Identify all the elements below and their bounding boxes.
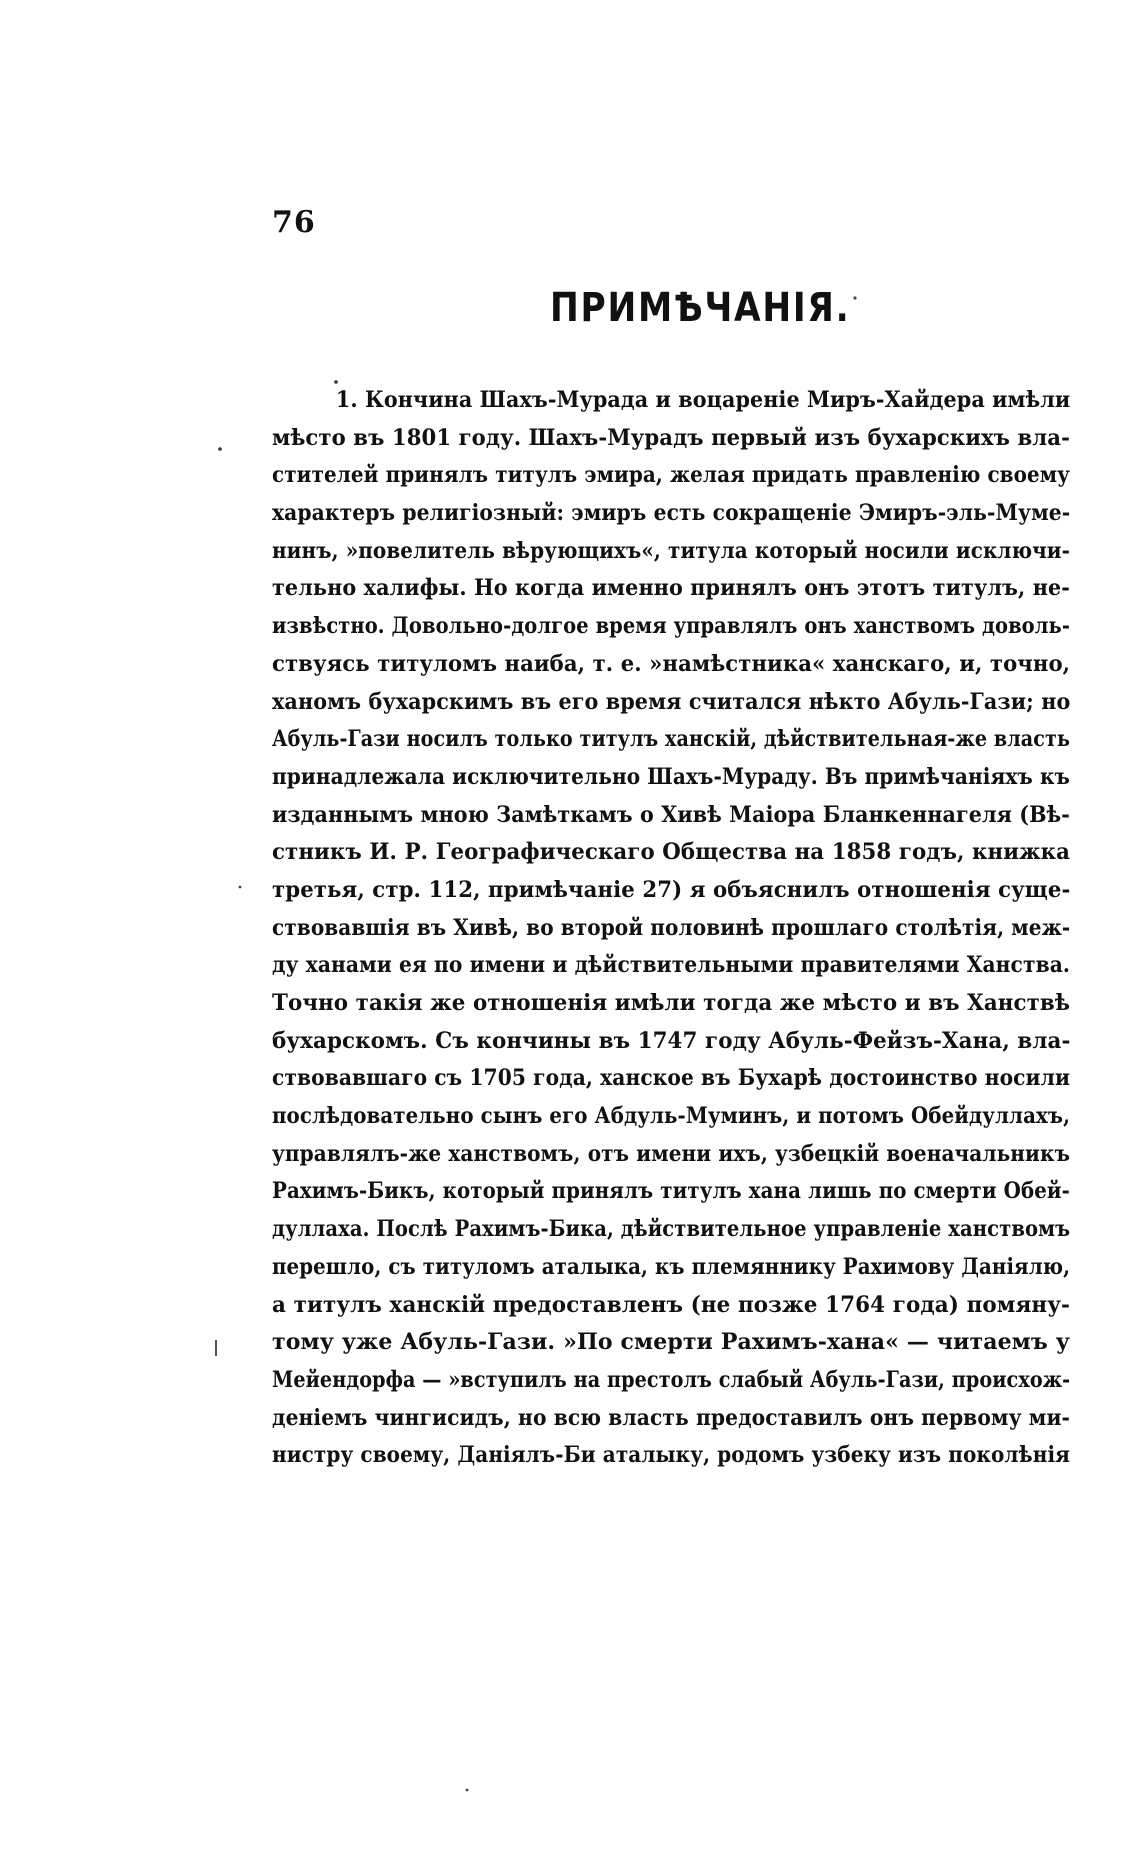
text-line: послѣдовательно сынъ его Абдуль-Муминъ, и потомъ Обейдуллахъ, xyxy=(272,1103,1071,1130)
text-line: управлялъ-же ханствомъ, отъ имени ихъ, узбецкій военачальникъ xyxy=(272,1140,1071,1167)
text-line: Мейендорфа — »вступилъ на престолъ слабый Абуль-Гази, происхож- xyxy=(272,1366,1071,1393)
text-line: тельно халифы. Но когда именно принялъ онъ этотъ титулъ, не- xyxy=(272,575,1070,602)
scan-speck xyxy=(466,1789,469,1792)
text-line: Точно такія же отношенія имѣли тогда же мѣсто и въ Ханствѣ xyxy=(272,990,1070,1016)
text-line: дуллаха. Послѣ Рахимъ-Бика, дѣйствительное управленіе ханствомъ xyxy=(272,1216,1071,1243)
text-line: Рахимъ-Бикъ, который принялъ титулъ хана лишь по смерти Обей- xyxy=(272,1178,1070,1205)
text-line: характеръ религіозный: эмиръ есть сокращеніе Эмиръ-эль-Мумe- xyxy=(272,500,1071,527)
text-line: бухарскомъ. Съ кончины въ 1747 году Абуль-Фейзъ-Хана, вла- xyxy=(272,1027,1071,1054)
text-line: третья, стр. 112, примѣчаніе 27) я объяснилъ отношенія суще- xyxy=(272,876,1071,903)
text-line: стителей принялъ титулъ эмира, желая придать правленію своему xyxy=(272,462,1071,489)
text-line: изданнымъ мною Замѣткамъ о Хивѣ Маіора Бланкеннагеля (Вѣ- xyxy=(272,801,1070,828)
scan-speck xyxy=(218,447,222,451)
page-number: 76 xyxy=(272,205,316,240)
scan-speck xyxy=(239,886,242,889)
text-line: извѣстно. Довольно-долгое время управлялъ онъ ханствомъ доволь- xyxy=(272,613,1070,640)
text-line: ханомъ бухарскимъ въ его время считался нѣкто Абуль-Гази; но xyxy=(272,688,1071,715)
text-line: ствуясь титуломъ наиба, т. е. »намѣстника« ханскаго, и, точно, xyxy=(272,650,1071,677)
text-line: стникъ И. Р. Географическаго Общества на 1858 годъ, книжка xyxy=(272,839,1071,866)
text-line: Абуль-Гази носилъ только титулъ ханскій, дѣйствительная-же власть xyxy=(272,726,1071,753)
note-paragraph xyxy=(272,382,1070,1475)
text-line: перешло, съ титуломъ аталыка, къ племяннику Рахимову Даніялю, xyxy=(272,1253,1071,1280)
text-line: ствовавшаго съ 1705 года, ханское въ Бухарѣ достоинство носили xyxy=(272,1065,1071,1092)
text-line: тому уже Абуль-Гази. »По смерти Рахимъ-хана« — читаемъ у xyxy=(272,1329,1070,1356)
text-line: принадлежала исключительно Шахъ-Мураду. Въ примѣчаніяхъ къ xyxy=(272,763,1071,790)
text-line: нистру своему, Даніялъ-Би аталыку, родомъ узбеку изъ поколѣнія xyxy=(272,1442,1071,1469)
text-line: а титулъ ханскій предоставленъ (не позже 1764 года) помяну- xyxy=(272,1291,1071,1318)
text-line: мѣсто въ 1801 году. Шахъ-Мурадъ первый изъ бухарскихъ вла- xyxy=(272,424,1070,451)
text-line: ду ханами ея по имени и дѣйствительными правителями Ханства. xyxy=(272,952,1071,979)
text-line: нинъ, »повелитель вѣрующихъ«, титула который носили исключи- xyxy=(272,537,1071,564)
scan-speck xyxy=(215,1340,217,1356)
text-line: 1. Кончина Шахъ-Мурада и воцареніе Миръ-Хайдера имѣли xyxy=(335,387,1071,413)
text-line: деніемъ чингисидъ, но всю власть предоставилъ онъ первому ми- xyxy=(272,1404,1071,1431)
scan-speck xyxy=(853,296,856,299)
page-heading: ПРИМѢЧАНІЯ. xyxy=(550,285,851,331)
text-line: ствовавшія въ Хивѣ, во второй половинѣ прошлаго столѣтія, меж- xyxy=(272,914,1071,941)
